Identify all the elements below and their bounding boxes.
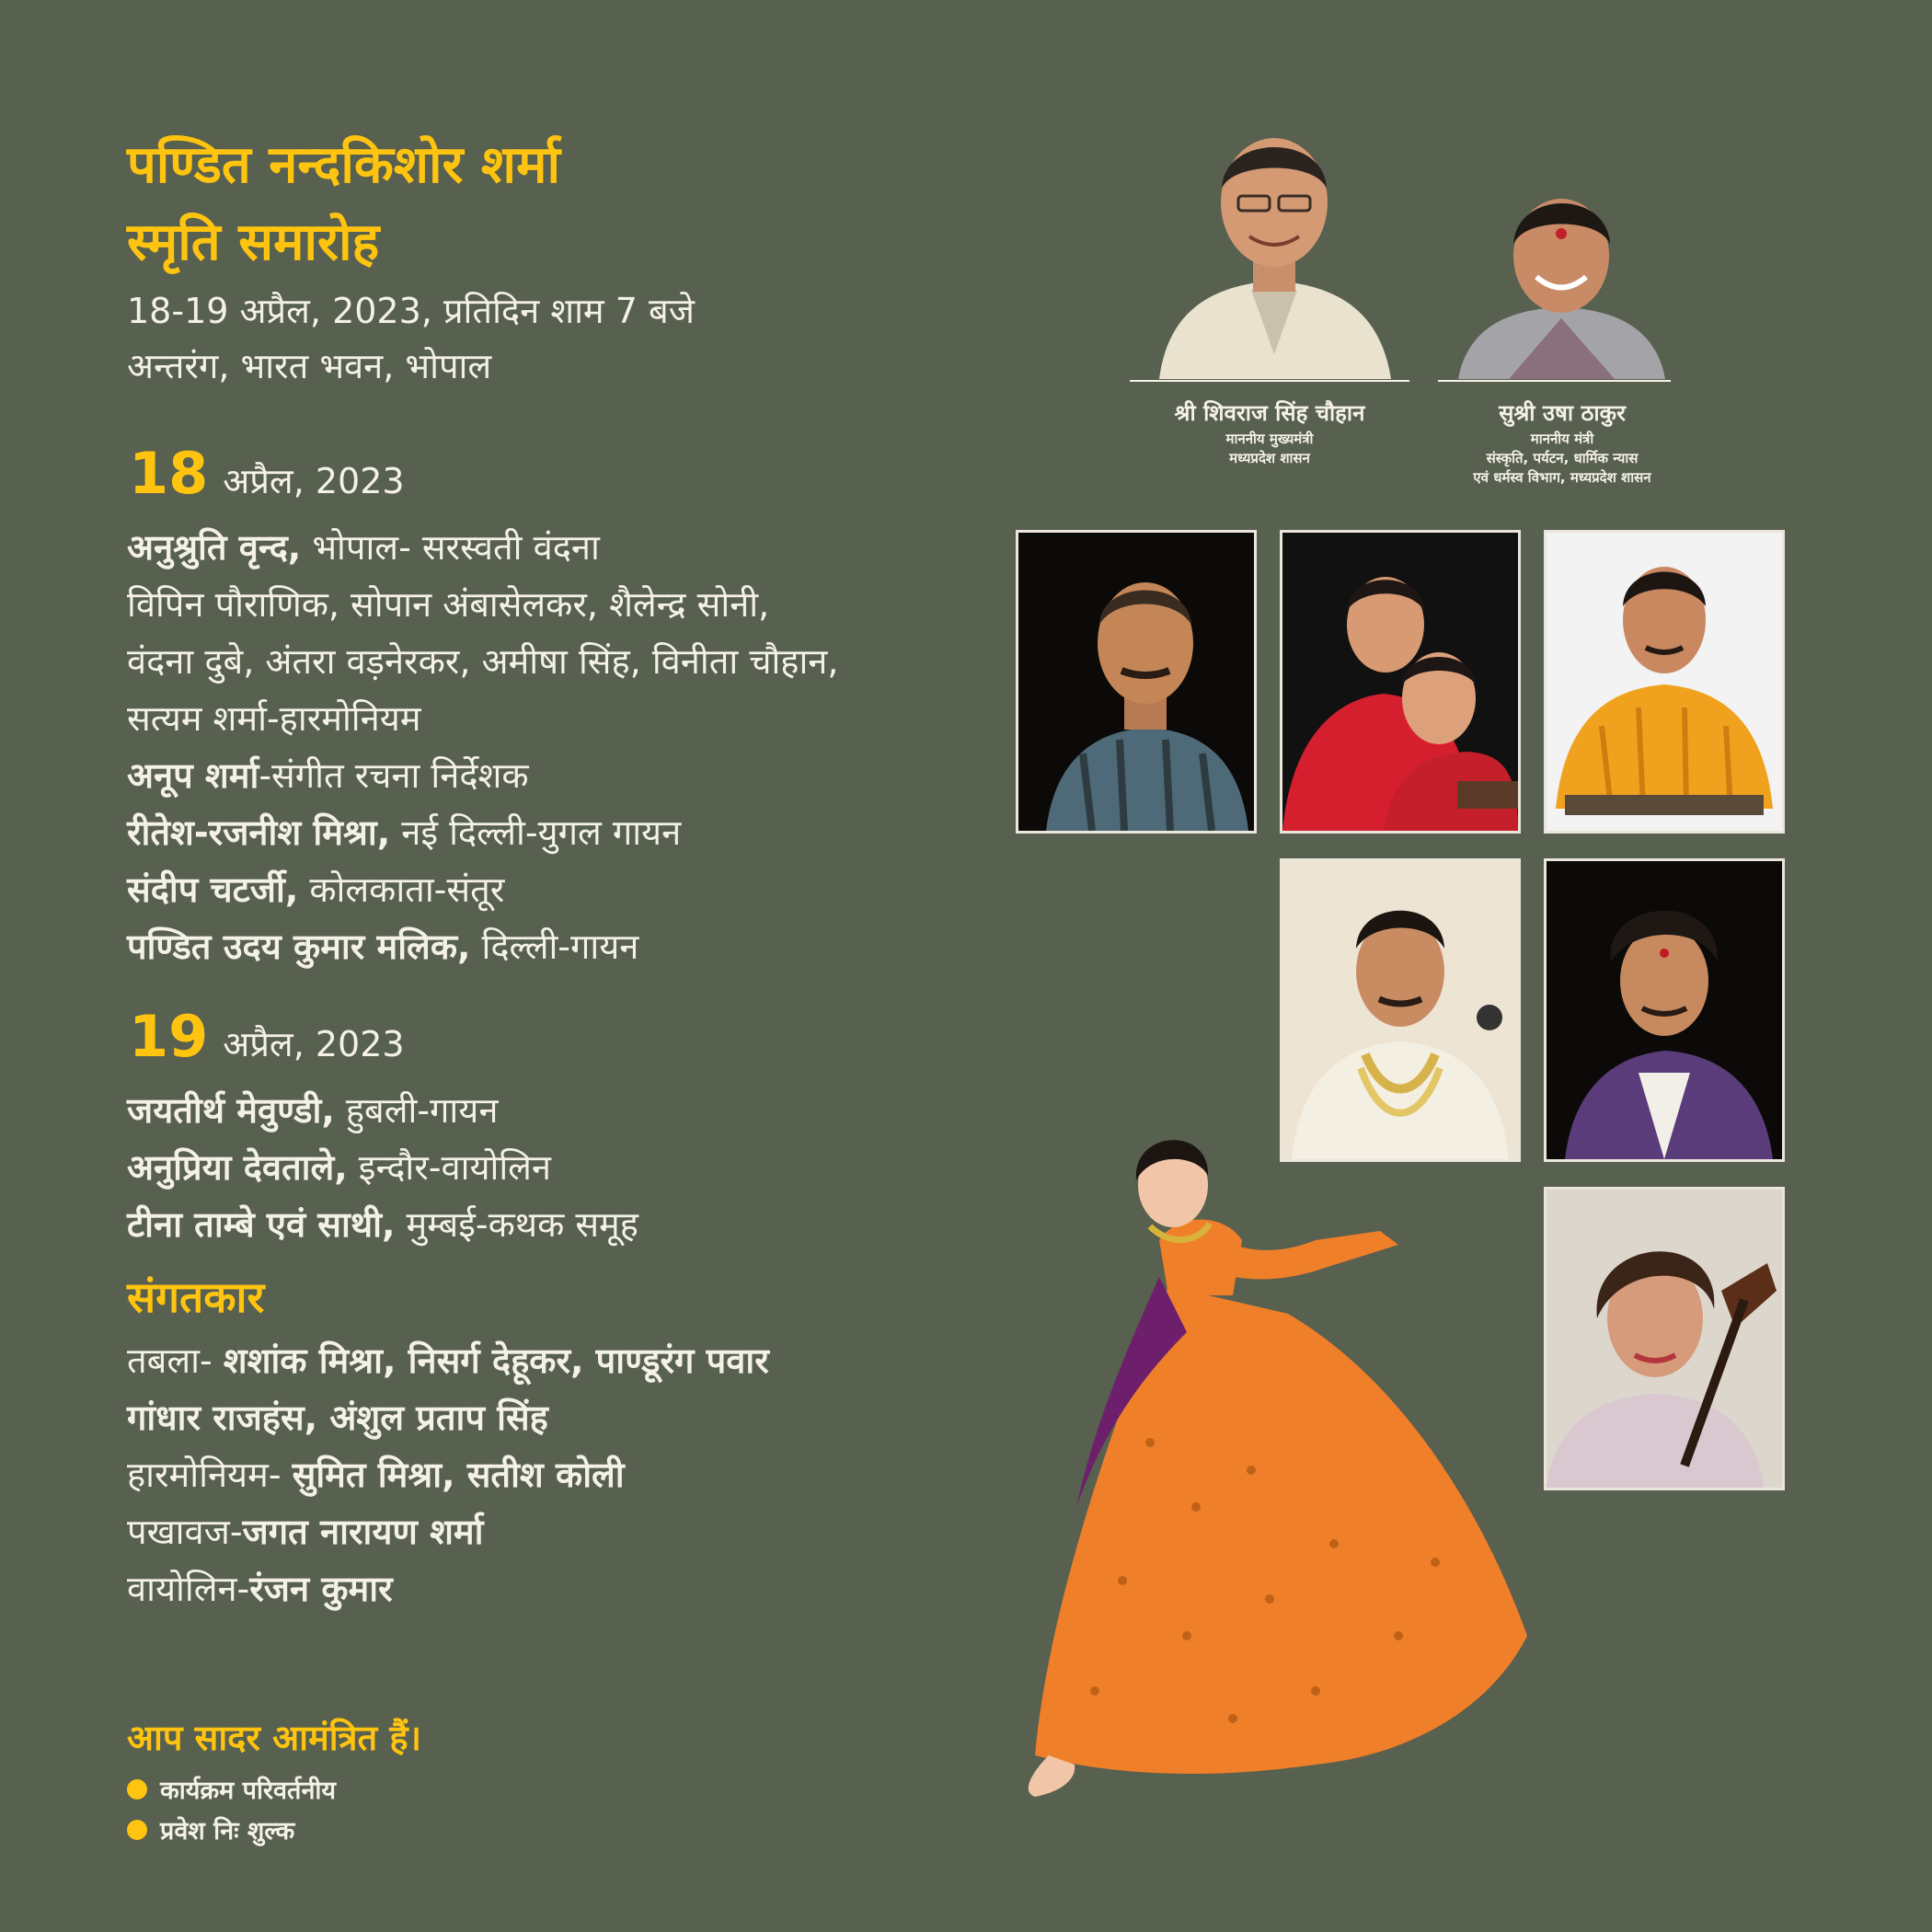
program-line: पण्डित उदय कुमार मलिक, दिल्ली-गायन — [127, 926, 639, 967]
accompanist-line: तबला- शशांक मिश्रा, निसर्ग देहूकर, पाण्डूरंग पवार — [127, 1340, 769, 1381]
program-line: विपिन पौराणिक, सोपान अंबासेलकर, शैलेन्द्र सोनी, — [127, 584, 770, 625]
event-venue: अन्तरंग, भारत भवन, भोपाल — [127, 346, 492, 386]
day2-day: 19 — [129, 1003, 209, 1070]
event-date-time: 18-19 अप्रैल, 2023, प्रतिदिन शाम 7 बजे — [127, 291, 695, 331]
minister-portrait — [1454, 180, 1670, 379]
day1-program — [127, 519, 838, 975]
chief-minister-portrait — [1150, 115, 1398, 379]
bullet-icon — [127, 1779, 147, 1800]
accompanists-heading: संगतकार — [127, 1272, 265, 1322]
accompanist-line: हारमोनियम- सुमित मिश्रा, सतीश कोली — [127, 1455, 625, 1495]
leader-role: माननीय मंत्री संस्कृति, पर्यटन, धार्मिक न्यास एवं धर्मस्व विभाग, मध्यप्रदेश शासन — [1473, 431, 1651, 486]
divider — [1438, 380, 1671, 382]
leader-name: श्री शिवराज सिंह चौहान — [1174, 400, 1365, 426]
day2-heading — [129, 1003, 405, 1070]
program-line: संदीप चटर्जी, कोलकाता-संतूर — [127, 869, 505, 910]
accompanist-line: वायोलिन-रंजन कुमार — [127, 1569, 393, 1609]
accompanists-list — [127, 1332, 769, 1617]
divider — [1130, 380, 1409, 382]
event-title-line-2: स्मृति समारोह — [127, 213, 380, 272]
artist-photo — [1280, 530, 1521, 834]
note-item: कार्यक्रम परिवर्तनीय — [127, 1772, 336, 1806]
day1-day: 18 — [129, 440, 209, 507]
dancer-illustration — [1012, 1121, 1527, 1820]
invitation-text: आप सादर आमंत्रित हैं। — [127, 1718, 421, 1758]
accompanist-line: पखावज-जगत नारायण शर्मा — [127, 1512, 484, 1552]
artist-photo — [1280, 858, 1521, 1162]
program-line: अनुप्रिया देवताले, इन्दौर-वायोलिन — [127, 1147, 552, 1188]
leader-name: सुश्री उषा ठाकुर — [1499, 400, 1626, 426]
day2-program — [127, 1082, 638, 1253]
artist-photo — [1016, 530, 1257, 834]
note-item: प्रवेश निः शुल्क — [127, 1812, 294, 1846]
program-line: टीना ताम्बे एवं साथी, मुम्बई-कथक समूह — [127, 1204, 638, 1245]
day1-heading — [129, 440, 405, 507]
program-line: रीतेश-रजनीश मिश्रा, नई दिल्ली-युगल गायन — [127, 812, 682, 853]
leader-role: माननीय मुख्यमंत्री मध्यप्रदेश शासन — [1225, 431, 1314, 466]
program-line: अनूप शर्मा-संगीत रचना निर्देशक — [127, 755, 529, 796]
program-line: सत्यम शर्मा-हारमोनियम — [127, 698, 421, 739]
event-title-line-1: पण्डित नन्दकिशोर शर्मा — [127, 135, 560, 195]
program-line: वंदना दुबे, अंतरा वड़नेरकर, अमीषा सिंह, विनीता चौहान, — [127, 641, 839, 682]
program-line: जयतीर्थ मेवुण्डी, हुबली-गायन — [127, 1090, 499, 1131]
day1-month-year: अप्रैल, 2023 — [223, 461, 405, 501]
event-meta — [127, 283, 695, 394]
bullet-icon — [127, 1820, 147, 1840]
day2-month-year: अप्रैल, 2023 — [223, 1024, 405, 1064]
event-title — [127, 127, 560, 282]
artist-photo — [1544, 858, 1785, 1162]
artist-photo — [1544, 530, 1785, 834]
accompanist-line: गांधार राजहंस, अंशुल प्रताप सिंह — [127, 1397, 548, 1438]
artist-photo — [1544, 1187, 1785, 1490]
program-line: अनुश्रुति वृन्द, भोपाल- सरस्वती वंदना — [127, 527, 600, 568]
